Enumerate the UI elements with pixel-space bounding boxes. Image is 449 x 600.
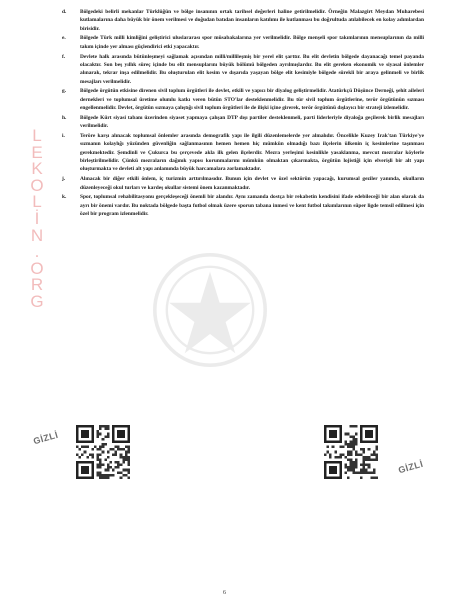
watermark-letter: . xyxy=(34,242,40,262)
list-item-text: Bölgede Türk milli kimliğini geliştirici uluslararası spor müsabakalarına yer verilmelidir. Bölge menşeli spor takımlarının mensuplarının da milli takım içinde yer alması güçlendirici etki yapacaktır. xyxy=(80,35,424,50)
list-item-marker: i. xyxy=(62,133,65,140)
list-item xyxy=(62,114,424,131)
list-item-text: Devlete halk arasında bütünleşmeyi sağlamak açısından milli/millileşmiş bir yerel elit şarttır. Bu elit devletin bölgede dayanacağı temel payanda olacaktır. Son beş yıllık süreç içinde bu elit mensuplarını büyük bölümü bölgeden ayrılmışlardır. Bu elit gereken ekonomik ve siyasal önlemler alınarak, tekrar inşa edilmelidir. Bu oluşturulan elit kesim ve dışarıda yaşayan bölge elit kesimiyle bölgede sürekli bir araya gelinmeli ve birlik mesajları verilmelidir. xyxy=(80,53,424,85)
list-item xyxy=(62,175,424,192)
list-item xyxy=(62,53,424,86)
list-item-marker: k. xyxy=(62,194,67,201)
list-item-marker: e. xyxy=(62,35,66,42)
watermark-letter: N xyxy=(30,225,44,245)
list-item-marker: g. xyxy=(62,88,67,95)
list-item-text: Spor, toplumsal rehabilitasyonu gerçekleşeceği önemli bir alandır. Aynı zamanda dostça bir rekabetin kendisini ifade edebileceği bir alan olarak da ayrı bir önemi vardır. Bu noktada bölgede başta futbol olmak üzere sporun tabana inmesi ve kent futbol takımlarının süper ligde temsil edilmesi için özel bir program izlenmelidir. xyxy=(80,194,424,217)
classification-stamp: GİZLİ xyxy=(397,458,425,476)
list-item-text: Alınacak bir diğer etkili önlem, iç turizmin arttırılmasıdır. Bunun için devlet ve özel sektörün yapacağı, kurumsal geziler yanında, okulların düzenleyeceği okul turları ve kardeş okullar sistemi önem kazanmaktadır. xyxy=(80,176,424,191)
watermark-letter: L xyxy=(32,126,42,145)
watermark-letter: E xyxy=(31,142,43,162)
watermark-letter: G xyxy=(30,291,44,311)
list-item-marker: d. xyxy=(62,9,67,15)
list-item-text: Teröre karşı alınacak toplumsal önlemler arasında demografik yapı ile ilgili düzenlemelerde yer almalıdır. Öncelikle Kuzey Irak'tan Türkiye'ye sızmanın kolaylığı yüzünden güvenliğin sağlanmasının hemen hemen hiç mümkün olmadığı bazı ilçelerin ülkenin iç kesimlerine taşınması gerekmektedir. Şemdinli ve Çukurca bu çerçevede akla ilk gelen ilçelerdir. Mezra yerleşimi kesinlikle yasaklanma, mevcut mezralar köylerle birleştirilmelidir. Çünkü mezraların dağınık yapısı korunmalarını mümkün olmaktan çıkarmakta, örgütün lojistiği için elverişli bir alt yapı oluşturmakta ve devleti alt yapı anlamında büyük harcamalara zorlamaktadır. xyxy=(80,133,424,173)
watermark-letter: O xyxy=(30,258,44,278)
list-item-marker: j. xyxy=(62,176,66,183)
watermark-letter: İ xyxy=(34,208,40,228)
watermark-letter: K xyxy=(31,159,43,179)
watermark-letter: O xyxy=(30,175,44,195)
list-item xyxy=(62,193,424,218)
recommendation-list xyxy=(62,8,424,220)
page-number: 6 xyxy=(223,590,226,596)
qr-code xyxy=(324,425,378,479)
qr-code xyxy=(76,425,130,479)
watermark-letter: L xyxy=(32,192,42,212)
side-watermark xyxy=(30,128,44,311)
list-item-text: Bölgede örgütün etkisine direnen sivil toplum örgütleri ile devlet, etkili ve yapıcı bir diyalog geliştirmelidir. Atatürkçü Düşünce Derneği, şehit aileleri dernekleri ve toplumsal üretime olumlu katkı veren bütün STO'lar desteklenmelidir. Bu tür sivil toplum örgütlerine, terör örgütünün sızması engellenmelidir. Devlet, örgütün sızmaya çalıştığı sivil toplum örgütleri ile de ilişki içine girerek, terör örgütünü dışlayıcı bir strateji izlemelidir. xyxy=(80,88,424,112)
list-item-text: Bölgede Kürt siyasi tabanı üzerinden siyaset yapmaya çalışan DTP dışı partiler desteklenmeli, parti liderleriyle diyaloğa geçilerek birlik mesajları verilmelidir. xyxy=(80,114,424,130)
faded-crest-emblem xyxy=(150,250,270,370)
list-item xyxy=(62,87,424,112)
classification-stamp: GİZLİ xyxy=(32,429,60,447)
list-item-marker: h. xyxy=(62,114,67,121)
watermark-letter: R xyxy=(30,275,44,295)
list-item xyxy=(62,8,424,33)
list-item xyxy=(62,132,424,173)
list-item-marker: f. xyxy=(62,53,66,60)
list-item xyxy=(62,34,424,51)
list-item-text: Bölgedeki belirli mekanlar Türklüğün ve bölge insanının ortak tarihsel değerleri haline getirilmelidir. Örneğin Malazgirt Meydan Muharebesi kutlamalarına daha büyük bir önem verilmesi ve doğudan batıdan insanların katılımı ile kutlanması bu doğrultuda atılabilecek en kolay adımlardan birisidir. xyxy=(80,9,424,32)
